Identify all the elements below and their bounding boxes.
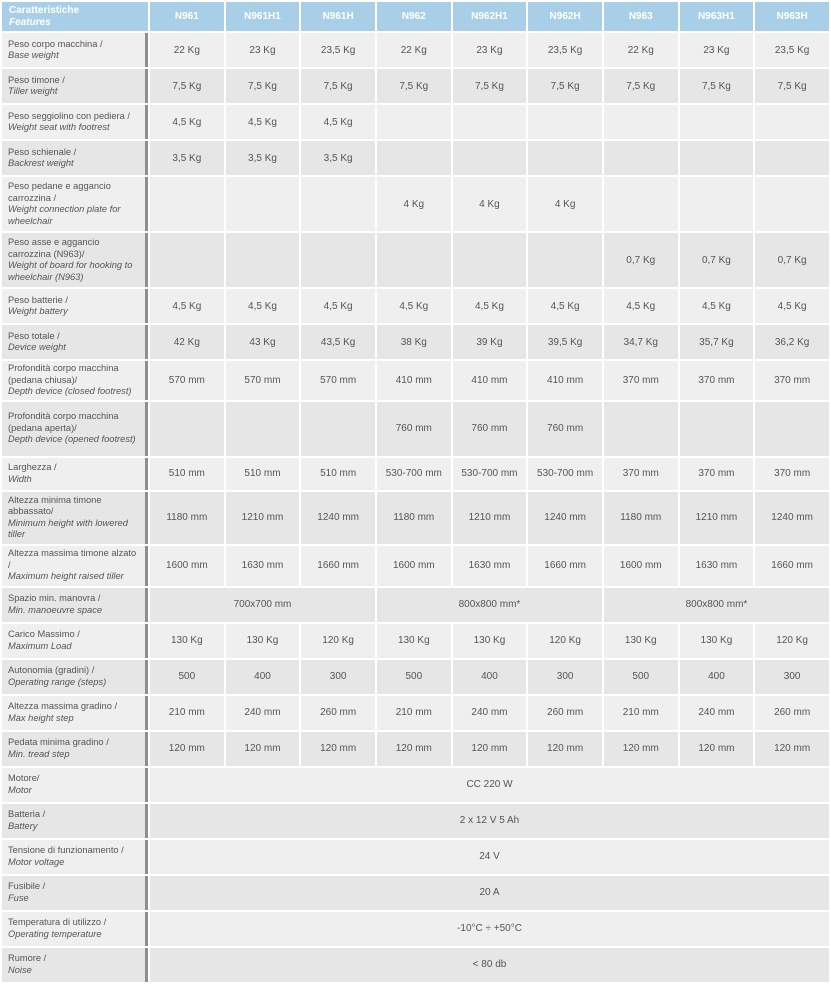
value-cell: 7,5 Kg — [604, 69, 678, 103]
value-cell: 3,5 Kg — [150, 141, 224, 175]
value-cell — [680, 402, 754, 456]
value-cell: 39,5 Kg — [528, 325, 602, 359]
value-cell — [755, 105, 829, 139]
value-cell: 1180 mm — [377, 492, 451, 544]
row-label — [2, 33, 148, 67]
value-cell: 1630 mm — [453, 546, 527, 586]
value-cell: 1240 mm — [755, 492, 829, 544]
value-cell: 570 mm — [150, 361, 224, 400]
value-cell: 1630 mm — [226, 546, 300, 586]
row-label — [2, 105, 148, 139]
value-cell: 300 — [755, 660, 829, 694]
value-cell: 510 mm — [150, 458, 224, 490]
features-header — [2, 2, 148, 31]
row-label — [2, 732, 148, 766]
value-cell: 760 mm — [453, 402, 527, 456]
value-cell: 22 Kg — [150, 33, 224, 67]
table-row — [2, 912, 829, 946]
value-cell — [680, 105, 754, 139]
table-row — [2, 948, 829, 982]
features-header-it: Caratteristiche — [9, 4, 80, 16]
value-cell: 300 — [528, 660, 602, 694]
value-cell: 4,5 Kg — [453, 289, 527, 323]
value-cell: 23 Kg — [226, 33, 300, 67]
common-value-cell: -10°C ÷ +50°C — [150, 912, 829, 946]
value-cell: 120 mm — [301, 732, 375, 766]
value-cell — [301, 402, 375, 456]
table-row — [2, 840, 829, 874]
value-cell: 120 mm — [755, 732, 829, 766]
value-cell: 120 mm — [604, 732, 678, 766]
row-label — [2, 696, 148, 730]
table-row — [2, 233, 829, 287]
value-cell: 400 — [226, 660, 300, 694]
row-label-it: Altezza massima timone alzato / — [8, 548, 137, 570]
model-header: N961H1 — [226, 2, 300, 31]
value-cell: 410 mm — [377, 361, 451, 400]
value-cell: 370 mm — [680, 458, 754, 490]
value-cell: 23,5 Kg — [301, 33, 375, 67]
table-row — [2, 588, 829, 622]
row-label-it: Peso asse e aggancio carrozzina (N963)/ — [8, 237, 100, 259]
table-row — [2, 732, 829, 766]
row-label-en: Backrest weight — [8, 158, 74, 168]
value-cell: 3,5 Kg — [226, 141, 300, 175]
value-cell: 7,5 Kg — [150, 69, 224, 103]
common-value-cell: 2 x 12 V 5 Ah — [150, 804, 829, 838]
value-cell: 1240 mm — [528, 492, 602, 544]
row-label-en: Weight battery — [8, 306, 68, 316]
row-label-en: Min. tread step — [8, 748, 70, 759]
table-row — [2, 141, 829, 175]
row-label — [2, 141, 148, 175]
row-label-en: Motor voltage — [8, 856, 65, 867]
value-cell: 43,5 Kg — [301, 325, 375, 359]
value-cell: 42 Kg — [150, 325, 224, 359]
row-label-en: Battery — [8, 820, 38, 831]
row-label-en: Depth device (closed footrest) — [8, 386, 132, 396]
row-label-it: Profondità corpo macchina (pedana chiusa)/ — [8, 363, 119, 385]
value-cell: 300 — [301, 660, 375, 694]
row-label-en: Minimum height with lowered tiller — [8, 517, 128, 539]
value-cell: 510 mm — [301, 458, 375, 490]
row-label-it: Peso corpo macchina / — [8, 38, 103, 49]
table-row — [2, 660, 829, 694]
value-cell: 120 mm — [453, 732, 527, 766]
model-header: N962H1 — [453, 2, 527, 31]
value-cell: 7,5 Kg — [377, 69, 451, 103]
table-row — [2, 624, 829, 658]
row-label — [2, 588, 148, 622]
value-cell — [528, 141, 602, 175]
value-cell: 35,7 Kg — [680, 325, 754, 359]
value-cell: 500 — [604, 660, 678, 694]
value-cell: 120 mm — [377, 732, 451, 766]
value-cell: 370 mm — [755, 458, 829, 490]
row-label-en: Weight connection plate for wheelchair — [8, 204, 121, 226]
row-label-en: Maximum height raised tiller — [8, 571, 124, 582]
value-cell — [755, 141, 829, 175]
value-cell — [528, 233, 602, 287]
row-label-en: Weight of board for hooking to wheelchair (N963) — [8, 260, 133, 282]
value-cell: 4 Kg — [377, 177, 451, 231]
row-label-it: Autonomia (gradini) / — [8, 665, 95, 675]
value-cell: 510 mm — [226, 458, 300, 490]
value-cell — [226, 233, 300, 287]
model-header: N962 — [377, 2, 451, 31]
table-row — [2, 876, 829, 910]
row-label — [2, 546, 148, 586]
value-cell: 4,5 Kg — [755, 289, 829, 323]
value-cell: 23,5 Kg — [755, 33, 829, 67]
table-row — [2, 696, 829, 730]
value-cell — [680, 141, 754, 175]
value-cell: 130 Kg — [150, 624, 224, 658]
common-value-cell: 20 A — [150, 876, 829, 910]
table-row — [2, 177, 829, 231]
row-label-it: Peso pedane e aggancio carrozzina / — [8, 181, 111, 203]
value-cell: 22 Kg — [377, 33, 451, 67]
features-header-en: Features — [9, 16, 51, 28]
table-row — [2, 768, 829, 802]
value-cell: 410 mm — [453, 361, 527, 400]
value-cell: 120 mm — [528, 732, 602, 766]
row-label-en: Device weight — [8, 342, 66, 352]
value-cell — [150, 402, 224, 456]
table-body — [2, 33, 829, 982]
table-row — [2, 289, 829, 323]
value-cell: 1600 mm — [150, 546, 224, 586]
row-label — [2, 361, 148, 400]
value-cell: 4 Kg — [528, 177, 602, 231]
table-row — [2, 105, 829, 139]
value-cell: 22 Kg — [604, 33, 678, 67]
row-label — [2, 458, 148, 490]
value-cell: 0,7 Kg — [755, 233, 829, 287]
value-cell: 7,5 Kg — [680, 69, 754, 103]
row-label-it: Altezza minima timone abbassato/ — [8, 494, 102, 516]
value-cell: 260 mm — [755, 696, 829, 730]
value-cell: 260 mm — [301, 696, 375, 730]
row-label — [2, 289, 148, 323]
value-cell: 1600 mm — [604, 546, 678, 586]
row-label-en: Width — [8, 473, 32, 484]
value-cell: 4,5 Kg — [604, 289, 678, 323]
row-label-it: Fusibile / — [8, 881, 46, 891]
value-cell — [604, 141, 678, 175]
row-label-it: Peso batterie / — [8, 294, 68, 305]
group-value-cell: 800x800 mm* — [604, 588, 829, 622]
row-label-it: Pedata minima gradino / — [8, 737, 109, 747]
row-label-it: Peso timone / — [8, 74, 65, 85]
value-cell: 530-700 mm — [377, 458, 451, 490]
value-cell: 4,5 Kg — [150, 289, 224, 323]
table-row — [2, 33, 829, 67]
row-label-it: Motore/ — [8, 773, 40, 783]
value-cell: 4,5 Kg — [528, 289, 602, 323]
value-cell: 1240 mm — [301, 492, 375, 544]
value-cell: 4,5 Kg — [226, 105, 300, 139]
row-label-it: Peso schienale / — [8, 146, 77, 157]
value-cell: 240 mm — [680, 696, 754, 730]
value-cell: 1660 mm — [528, 546, 602, 586]
table-row — [2, 546, 829, 586]
value-cell: 530-700 mm — [453, 458, 527, 490]
value-cell: 120 mm — [226, 732, 300, 766]
table-row — [2, 361, 829, 400]
row-label — [2, 876, 148, 910]
value-cell: 38 Kg — [377, 325, 451, 359]
model-header: N961H — [301, 2, 375, 31]
value-cell — [453, 141, 527, 175]
value-cell: 760 mm — [528, 402, 602, 456]
value-cell: 260 mm — [528, 696, 602, 730]
value-cell — [604, 105, 678, 139]
value-cell — [377, 141, 451, 175]
value-cell: 400 — [453, 660, 527, 694]
row-label-it: Peso totale / — [8, 330, 60, 341]
row-label-it: Larghezza / — [8, 462, 57, 472]
value-cell — [377, 233, 451, 287]
value-cell — [528, 105, 602, 139]
row-label — [2, 325, 148, 359]
row-label — [2, 69, 148, 103]
table-row — [2, 402, 829, 456]
value-cell: 1210 mm — [226, 492, 300, 544]
value-cell: 39 Kg — [453, 325, 527, 359]
value-cell: 3,5 Kg — [301, 141, 375, 175]
value-cell: 4,5 Kg — [150, 105, 224, 139]
value-cell: 0,7 Kg — [604, 233, 678, 287]
common-value-cell: CC 220 W — [150, 768, 829, 802]
value-cell: 130 Kg — [226, 624, 300, 658]
row-label — [2, 492, 148, 544]
row-label-en: Motor — [8, 784, 32, 795]
value-cell: 210 mm — [604, 696, 678, 730]
value-cell: 23,5 Kg — [528, 33, 602, 67]
row-label-en: Weight seat with footrest — [8, 122, 110, 132]
value-cell: 7,5 Kg — [301, 69, 375, 103]
value-cell: 760 mm — [377, 402, 451, 456]
value-cell — [680, 177, 754, 231]
value-cell: 370 mm — [680, 361, 754, 400]
row-label-it: Temperatura di utilizzo / — [8, 917, 107, 927]
common-value-cell: < 80 db — [150, 948, 829, 982]
value-cell: 210 mm — [150, 696, 224, 730]
header-row — [2, 2, 829, 31]
value-cell: 7,5 Kg — [226, 69, 300, 103]
value-cell — [226, 402, 300, 456]
value-cell: 130 Kg — [680, 624, 754, 658]
group-value-cell: 800x800 mm* — [377, 588, 602, 622]
value-cell — [604, 402, 678, 456]
value-cell: 1660 mm — [301, 546, 375, 586]
value-cell: 23 Kg — [453, 33, 527, 67]
value-cell: 570 mm — [301, 361, 375, 400]
value-cell — [755, 402, 829, 456]
value-cell: 130 Kg — [377, 624, 451, 658]
common-value-cell: 24 V — [150, 840, 829, 874]
row-label — [2, 660, 148, 694]
row-label-en: Operating range (steps) — [8, 676, 107, 687]
value-cell: 7,5 Kg — [528, 69, 602, 103]
value-cell: 530-700 mm — [528, 458, 602, 490]
row-label-en: Noise — [8, 964, 32, 975]
value-cell — [453, 233, 527, 287]
value-cell: 1210 mm — [680, 492, 754, 544]
row-label — [2, 768, 148, 802]
value-cell — [604, 177, 678, 231]
value-cell: 4,5 Kg — [680, 289, 754, 323]
value-cell: 130 Kg — [453, 624, 527, 658]
table-row — [2, 69, 829, 103]
row-label-it: Rumore / — [8, 953, 47, 963]
value-cell: 240 mm — [226, 696, 300, 730]
value-cell: 120 mm — [150, 732, 224, 766]
value-cell — [755, 177, 829, 231]
model-header: N962H — [528, 2, 602, 31]
model-header: N963H — [755, 2, 829, 31]
value-cell: 120 mm — [680, 732, 754, 766]
row-label-it: Carico Massimo / — [8, 629, 80, 639]
row-label-it: Spazio min. manovra / — [8, 593, 101, 603]
row-label-en: Depth device (opened footrest) — [8, 434, 136, 445]
value-cell: 410 mm — [528, 361, 602, 400]
value-cell: 34,7 Kg — [604, 325, 678, 359]
value-cell: 120 Kg — [301, 624, 375, 658]
model-header: N963H1 — [680, 2, 754, 31]
value-cell: 240 mm — [453, 696, 527, 730]
row-label — [2, 402, 148, 456]
row-label-it: Batteria / — [8, 809, 46, 819]
value-cell: 36,2 Kg — [755, 325, 829, 359]
table-row — [2, 458, 829, 490]
value-cell — [226, 177, 300, 231]
row-label-it: Altezza massima gradino / — [8, 701, 118, 711]
row-label-en: Operating temperature — [8, 928, 102, 939]
row-label — [2, 912, 148, 946]
value-cell — [453, 105, 527, 139]
row-label-it: Peso seggiolino con pediera / — [8, 110, 130, 121]
value-cell: 1600 mm — [377, 546, 451, 586]
value-cell: 1210 mm — [453, 492, 527, 544]
value-cell: 1180 mm — [150, 492, 224, 544]
value-cell: 4,5 Kg — [226, 289, 300, 323]
table-row — [2, 492, 829, 544]
row-label — [2, 948, 148, 982]
value-cell: 400 — [680, 660, 754, 694]
value-cell — [150, 233, 224, 287]
row-label-en: Tiller weight — [8, 86, 58, 96]
value-cell: 210 mm — [377, 696, 451, 730]
model-header: N963 — [604, 2, 678, 31]
row-label-en: Min. manoeuvre space — [8, 604, 103, 615]
value-cell: 4,5 Kg — [301, 105, 375, 139]
value-cell: 7,5 Kg — [755, 69, 829, 103]
row-label — [2, 840, 148, 874]
row-label — [2, 804, 148, 838]
row-label — [2, 233, 148, 287]
value-cell: 23 Kg — [680, 33, 754, 67]
row-label — [2, 624, 148, 658]
value-cell — [301, 177, 375, 231]
value-cell: 43 Kg — [226, 325, 300, 359]
table-row — [2, 325, 829, 359]
value-cell — [150, 177, 224, 231]
row-label-en: Max height step — [8, 712, 74, 723]
value-cell: 500 — [377, 660, 451, 694]
value-cell: 370 mm — [755, 361, 829, 400]
value-cell: 1660 mm — [755, 546, 829, 586]
value-cell: 1180 mm — [604, 492, 678, 544]
value-cell: 120 Kg — [528, 624, 602, 658]
value-cell: 500 — [150, 660, 224, 694]
row-label-en: Maximum Load — [8, 640, 72, 651]
row-label-it: Profondità corpo macchina (pedana aperta)/ — [8, 411, 119, 433]
value-cell: 370 mm — [604, 361, 678, 400]
group-value-cell: 700x700 mm — [150, 588, 375, 622]
value-cell: 370 mm — [604, 458, 678, 490]
value-cell: 4,5 Kg — [301, 289, 375, 323]
value-cell: 130 Kg — [604, 624, 678, 658]
row-label-en: Base weight — [8, 50, 59, 60]
row-label-it: Tensione di funzionamento / — [8, 845, 124, 855]
value-cell: 1630 mm — [680, 546, 754, 586]
value-cell: 7,5 Kg — [453, 69, 527, 103]
model-header: N961 — [150, 2, 224, 31]
value-cell: 4 Kg — [453, 177, 527, 231]
value-cell — [377, 105, 451, 139]
value-cell — [301, 233, 375, 287]
value-cell: 120 Kg — [755, 624, 829, 658]
value-cell: 4,5 Kg — [377, 289, 451, 323]
value-cell: 570 mm — [226, 361, 300, 400]
row-label — [2, 177, 148, 231]
value-cell: 0,7 Kg — [680, 233, 754, 287]
row-label-en: Fuse — [8, 892, 29, 903]
table-row — [2, 804, 829, 838]
